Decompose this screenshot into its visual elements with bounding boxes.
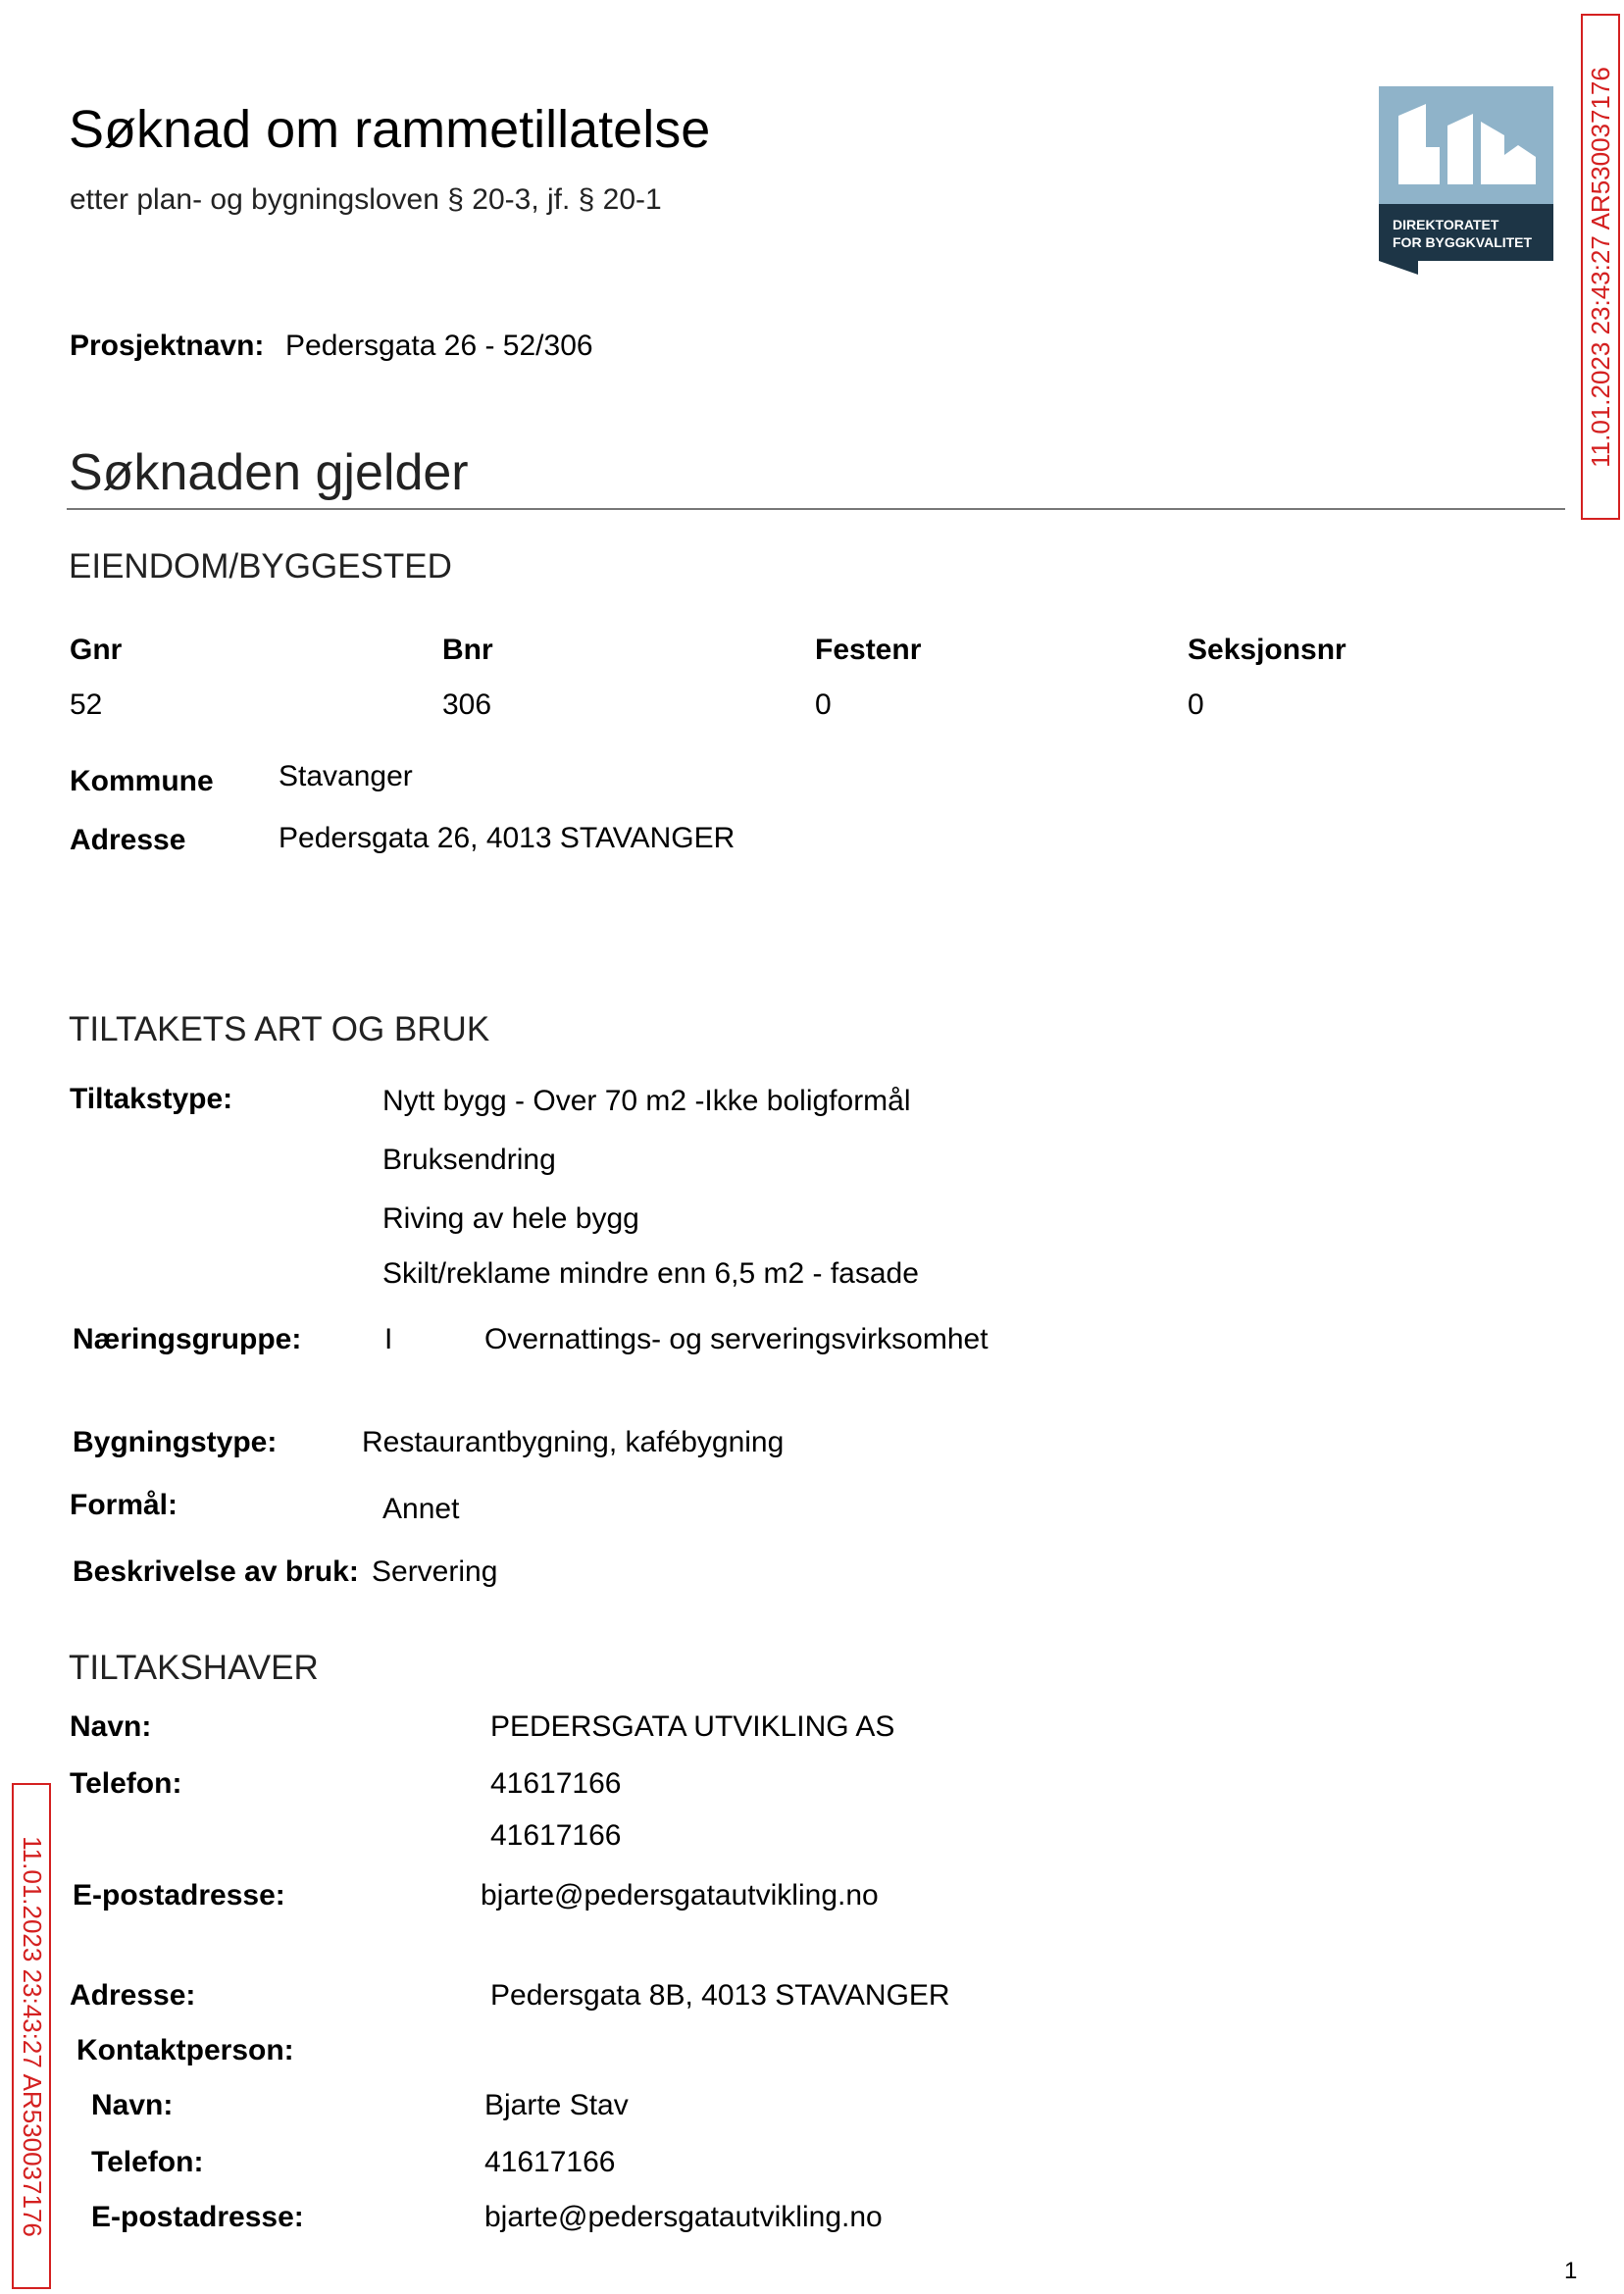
- formal-label: Formål:: [70, 1489, 178, 1521]
- logo-text-line2: FOR BYGGKVALITET: [1393, 234, 1533, 250]
- bnr-label: Bnr: [442, 634, 493, 666]
- tiltakshaver-epost-label: E-postadresse:: [73, 1879, 285, 1912]
- seksjonsnr-label: Seksjonsnr: [1188, 634, 1346, 666]
- project-name-value: Pedersgata 26 - 52/306: [285, 330, 593, 362]
- naeringsgruppe-value: Overnattings- og serveringsvirksomhet: [484, 1323, 989, 1355]
- naeringsgruppe-code: I: [384, 1323, 393, 1355]
- tiltakshaver-heading: TILTAKSHAVER: [69, 1649, 319, 1687]
- eiendom-heading: EIENDOM/BYGGESTED: [69, 547, 452, 586]
- dibk-logo: [1379, 86, 1553, 275]
- festenr-value: 0: [815, 688, 832, 721]
- gnr-label: Gnr: [70, 634, 123, 666]
- formal-value: Annet: [382, 1493, 460, 1525]
- kommune-label: Kommune: [70, 765, 214, 797]
- kontakt-telefon-label: Telefon:: [91, 2146, 204, 2178]
- tiltakshaver-epost-value: bjarte@pedersgatautvikling.no: [481, 1879, 879, 1912]
- kommune-value: Stavanger: [279, 760, 413, 792]
- document-title: Søknad om rammetillatelse: [69, 100, 711, 159]
- tiltakstype-label: Tiltakstype:: [70, 1083, 233, 1115]
- kontaktperson-label: Kontaktperson:: [76, 2034, 294, 2066]
- kontakt-epost-label: E-postadresse:: [91, 2201, 304, 2233]
- bygningstype-label: Bygningstype:: [73, 1426, 278, 1458]
- timestamp-stamp-left: 11.01.2023 23:43:27 AR530037176: [12, 1783, 51, 2289]
- tiltakstype-item: Riving av hele bygg: [382, 1202, 639, 1235]
- logo-text-line1: DIREKTORATET: [1393, 217, 1499, 232]
- page-number: 1: [1564, 2258, 1578, 2284]
- kontakt-epost-value: bjarte@pedersgatautvikling.no: [484, 2201, 883, 2233]
- tiltakshaver-navn-value: PEDERSGATA UTVIKLING AS: [490, 1710, 895, 1743]
- tiltak-heading: TILTAKETS ART OG BRUK: [69, 1010, 490, 1048]
- festenr-label: Festenr: [815, 634, 922, 666]
- tiltakstype-item: Skilt/reklame mindre enn 6,5 m2 - fasade: [382, 1257, 919, 1290]
- bygningstype-value: Restaurantbygning, kafébygning: [362, 1426, 785, 1458]
- kontakt-navn-value: Bjarte Stav: [484, 2089, 629, 2121]
- tiltakshaver-telefon-value: 41617166: [490, 1767, 622, 1800]
- tiltakstype-item: Nytt bygg - Over 70 m2 -Ikke boligformål: [382, 1085, 911, 1117]
- section-divider: [67, 508, 1565, 510]
- bnr-value: 306: [442, 688, 492, 721]
- adresse-value: Pedersgata 26, 4013 STAVANGER: [279, 822, 736, 854]
- beskrivelse-label: Beskrivelse av bruk:: [73, 1555, 359, 1588]
- tiltakstype-item: Bruksendring: [382, 1144, 556, 1176]
- tiltakshaver-telefon-value: 41617166: [490, 1819, 622, 1852]
- project-name-label: Prosjektnavn:: [70, 330, 265, 362]
- naeringsgruppe-label: Næringsgruppe:: [73, 1323, 302, 1355]
- tiltakshaver-adresse-value: Pedersgata 8B, 4013 STAVANGER: [490, 1979, 950, 2012]
- document-subtitle: etter plan- og bygningsloven § 20-3, jf. § 20-1: [70, 183, 662, 216]
- section-heading: Søknaden gjelder: [69, 444, 469, 501]
- beskrivelse-value: Servering: [372, 1555, 498, 1588]
- timestamp-stamp-top-right: 11.01.2023 23:43:27 AR530037176: [1581, 14, 1620, 520]
- kontakt-navn-label: Navn:: [91, 2089, 174, 2121]
- adresse-label: Adresse: [70, 824, 186, 856]
- tiltakshaver-navn-label: Navn:: [70, 1710, 152, 1743]
- gnr-value: 52: [70, 688, 103, 721]
- tiltakshaver-telefon-label: Telefon:: [70, 1767, 182, 1800]
- seksjonsnr-value: 0: [1188, 688, 1204, 721]
- tiltakshaver-adresse-label: Adresse:: [70, 1979, 196, 2012]
- kontakt-telefon-value: 41617166: [484, 2146, 616, 2178]
